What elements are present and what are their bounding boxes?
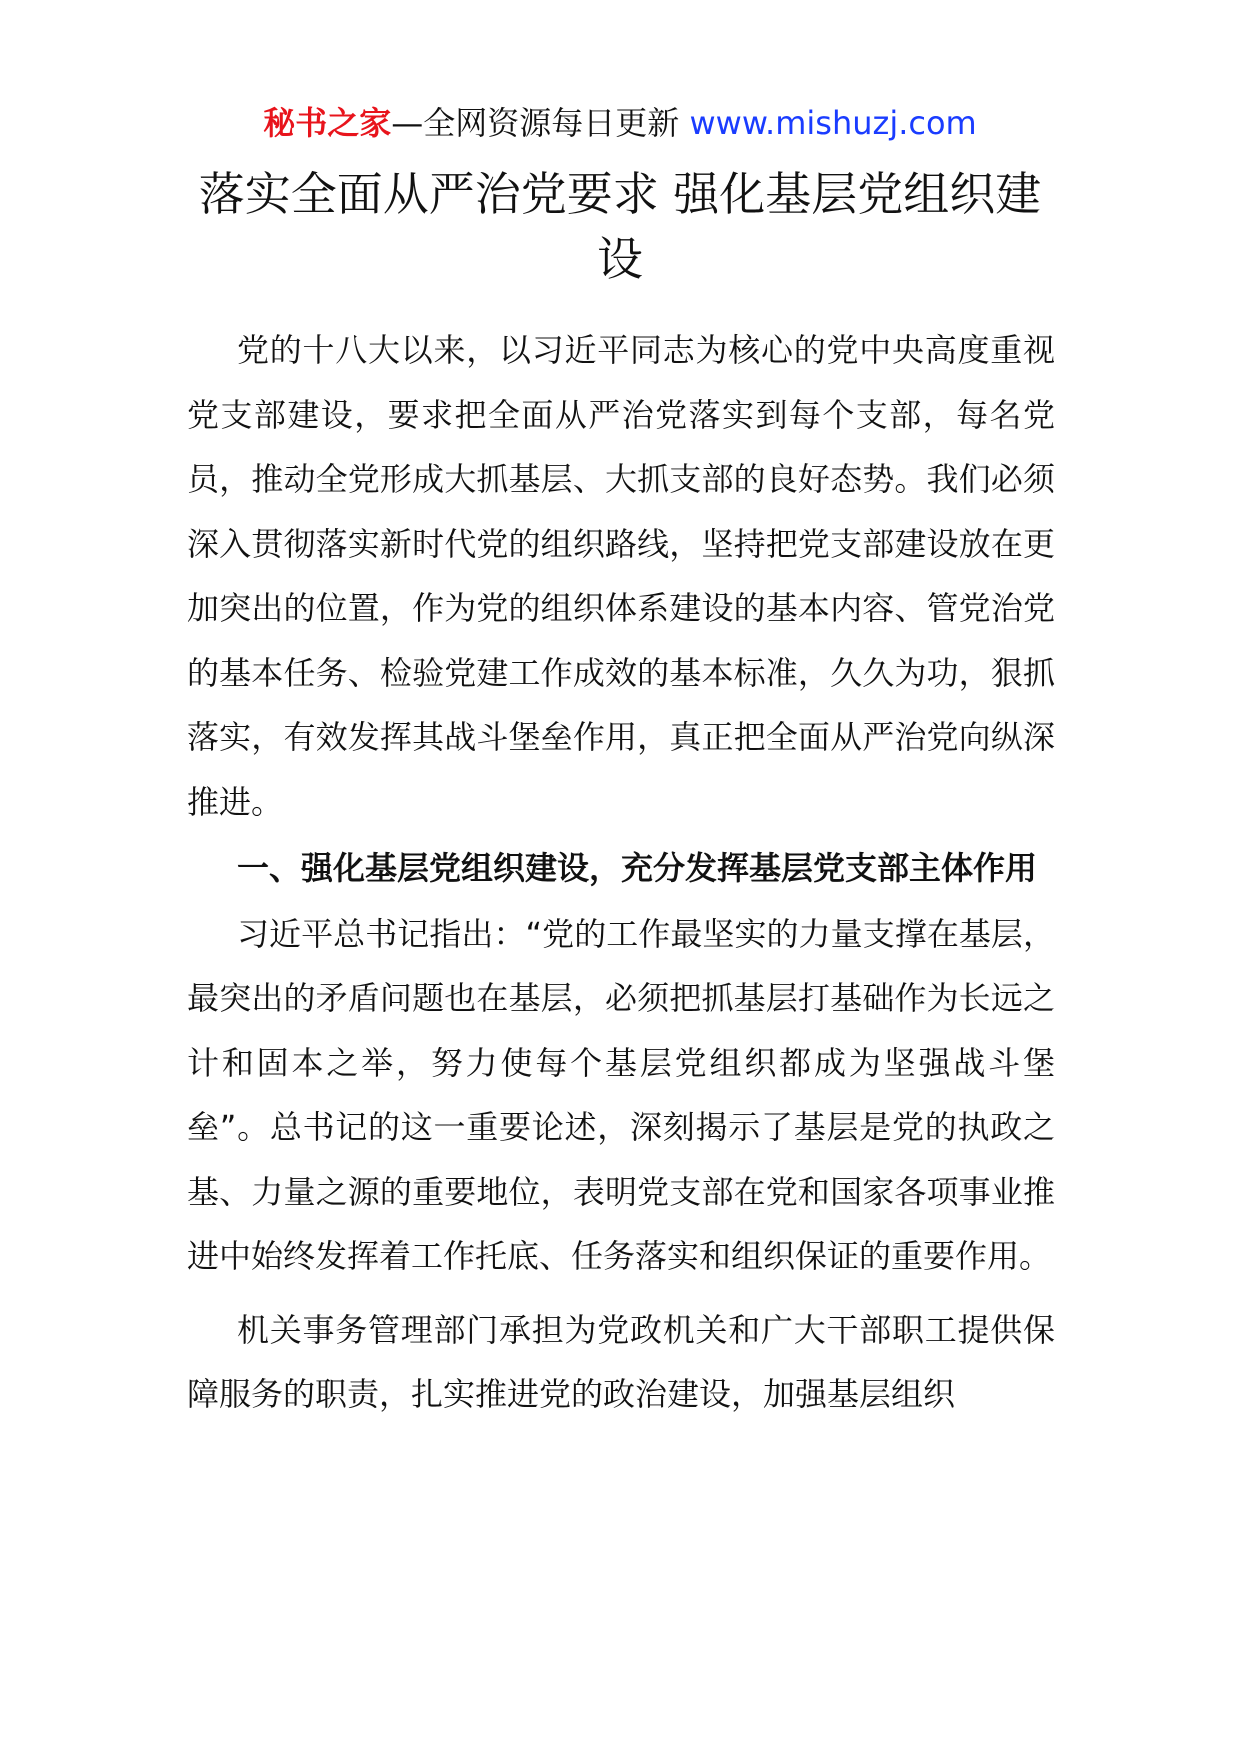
section1-paragraph-1: 习近平总书记指出：“党的工作最坚实的力量支撑在基层，最突出的矛盾问题也在基层，必须把抓基层打基础作为长远之计和固本之举，努力使每个基层党组织都成为坚强战斗堡垒”。总书记的这一重要论述，深刻揭示了基层是党的执政之基、力量之源的重要地位，表明党支部在党和国家各项事业推进中始终发挥着工作托底、任务落实和组织保证的重要作用。	[187, 914, 1055, 1275]
site-brand: 秘书之家	[263, 104, 392, 142]
site-header	[0, 103, 1240, 143]
section-heading-1: 一、强化基层党组织建设，充分发挥基层党支部主体作用	[237, 849, 1038, 887]
section1-paragraph-2: 机关事务管理部门承担为党政机关和广大干部职工提供保障服务的职责，扎实推进党的政治建设，加强基层组织	[187, 1310, 1055, 1413]
intro-paragraph: 党的十八大以来，以习近平同志为核心的党中央高度重视党支部建设，要求把全面从严治党落实到每个支部，每名党员，推动全党形成大抓基层、大抓支部的良好态势。我们必须深入贯彻落实新时代党的组织路线，坚持把党支部建设放在更加突出的位置，作为党的组织体系建设的基本内容、管党治党的基本任务、检验党建工作成效的基本标准，久久为功，狠抓落实，有效发挥其战斗堡垒作用，真正把全面从严治党向纵深推进。	[187, 331, 1055, 821]
site-url[interactable]: www.mishuzj.com	[689, 104, 977, 142]
site-slogan: —全网资源每日更新	[391, 104, 690, 142]
document-title: 落实全面从严治党要求 强化基层党组织建设	[198, 167, 1042, 286]
document-body	[187, 318, 1055, 1427]
